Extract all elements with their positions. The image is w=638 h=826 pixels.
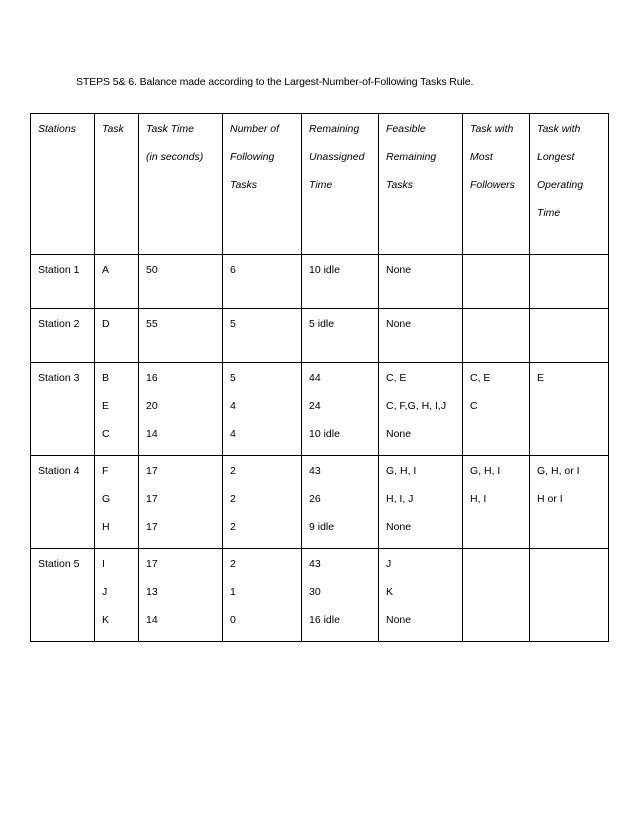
cell-line: 5 [230,318,236,330]
cell-line: 2 [230,558,236,570]
header-line: Remaining [386,151,437,163]
cell-line: 5 [230,372,236,384]
cell-line: H, I [470,493,487,505]
header-line: Task [102,123,124,135]
cell-line: E [537,372,545,384]
cell-line: I [102,558,105,570]
header-task-time [139,114,223,255]
table-cell [379,549,463,642]
cell-line: 50 [146,264,158,276]
cell-line: G, H, or I [537,465,580,477]
cell-line: 16 [146,372,158,384]
header-task [95,114,139,255]
header-feasible-tasks [379,114,463,255]
table-cell [302,549,379,642]
table-cell [223,363,302,456]
cell-line: K [386,586,394,598]
cell-line: 2 [230,521,236,533]
cell-line: None [386,264,412,276]
cell-line: 14 [146,428,158,440]
header-number-following [223,114,302,255]
table-cell [379,363,463,456]
cell-line: Station 2 [38,318,80,330]
table-cell [379,456,463,549]
table-cell [302,363,379,456]
header-line: Task Time [146,123,194,135]
cell-line: 10 idle [309,428,340,440]
cell-line: G, H, I [386,465,417,477]
cell-line: K [102,614,110,626]
table-cell [139,255,223,309]
table-cell [223,309,302,363]
cell-line: 4 [230,400,236,412]
header-stations [31,114,95,255]
cell-line: H or I [537,493,563,505]
table-cell [95,255,139,309]
cell-line: 26 [309,493,321,505]
header-line: Remaining [309,123,360,135]
cell-line: 10 idle [309,264,340,276]
cell-line: C, F,G, H, I,J [386,400,447,412]
cell-line: G [102,493,111,505]
header-line: Longest [537,151,575,163]
balance-table [30,113,609,642]
header-line: Tasks [386,179,414,191]
table-row [31,363,609,456]
table-cell [530,549,609,642]
header-row [31,114,609,255]
cell-line: 5 idle [309,318,335,330]
table-cell [463,309,530,363]
table-cell [223,255,302,309]
table-cell [530,363,609,456]
table-cell [31,456,95,549]
header-line: Feasible [386,123,426,135]
cell-line: C [102,428,110,440]
table-row [31,456,609,549]
table-cell [95,309,139,363]
cell-line: J [102,586,108,598]
table-row [31,309,609,363]
cell-line: 43 [309,465,321,477]
table-cell [139,363,223,456]
header-line: Task with [470,123,514,135]
cell-line: 20 [146,400,158,412]
cell-line: Station 3 [38,372,80,384]
cell-line: None [386,318,412,330]
table-cell [95,363,139,456]
table-cell [95,549,139,642]
cell-line: None [386,521,412,533]
table-cell [223,456,302,549]
cell-line: 4 [230,428,236,440]
cell-line: 0 [230,614,236,626]
cell-line: 16 idle [309,614,340,626]
cell-line: 17 [146,558,158,570]
header-line: Unassigned [309,151,365,163]
cell-line: 17 [146,521,158,533]
page-title: STEPS 5& 6. Balance made according to the Largest-Number-of-Following Tasks Rule. [76,76,474,88]
table-cell [530,309,609,363]
header-line: Tasks [230,179,258,191]
table-cell [302,255,379,309]
cell-line: G, H, I [470,465,501,477]
cell-line: 14 [146,614,158,626]
cell-line: 17 [146,465,158,477]
cell-line: None [386,428,412,440]
cell-line: 30 [309,586,321,598]
header-most-followers [463,114,530,255]
table-cell [31,549,95,642]
header-line: Operating [537,179,584,191]
cell-line: None [386,614,412,626]
table-row [31,255,609,309]
cell-line: 2 [230,465,236,477]
table-cell [139,549,223,642]
header-line: Time [309,179,333,191]
table-cell [463,363,530,456]
cell-line: 43 [309,558,321,570]
cell-line: B [102,372,110,384]
header-line: Time [537,207,561,219]
table-cell [31,309,95,363]
cell-line: J [386,558,392,570]
table-cell [463,549,530,642]
cell-line: A [102,264,110,276]
table-cell [95,456,139,549]
table-cell [302,456,379,549]
cell-line: Station 1 [38,264,80,276]
cell-line: H, I, J [386,493,414,505]
table-cell [530,456,609,549]
table-cell [379,255,463,309]
cell-line: 9 idle [309,521,335,533]
table-cell [463,255,530,309]
table-cell [302,309,379,363]
cell-line: 55 [146,318,158,330]
table-cell [463,456,530,549]
table-cell [139,456,223,549]
cell-line: 17 [146,493,158,505]
cell-line: 6 [230,264,236,276]
cell-line: 1 [230,586,236,598]
cell-line: F [102,465,109,477]
header-remaining-time [302,114,379,255]
header-longest-time [530,114,609,255]
cell-line: Station 5 [38,558,80,570]
header-line: (in seconds) [146,151,204,163]
cell-line: E [102,400,110,412]
cell-line: 2 [230,493,236,505]
cell-line: 44 [309,372,321,384]
cell-line: C, E [386,372,407,384]
header-line: Number of [230,123,280,135]
cell-line: H [102,521,110,533]
table-cell [223,549,302,642]
table-cell [31,255,95,309]
table-cell [530,255,609,309]
cell-line: 13 [146,586,158,598]
cell-line: D [102,318,110,330]
table-cell [31,363,95,456]
header-line: Following [230,151,275,163]
table-cell [379,309,463,363]
cell-line: C, E [470,372,491,384]
table-row [31,549,609,642]
header-line: Followers [470,179,515,191]
header-line: Stations [38,123,76,135]
header-line: Most [470,151,493,163]
cell-line: Station 4 [38,465,80,477]
header-line: Task with [537,123,581,135]
cell-line: 24 [309,400,321,412]
table-cell [139,309,223,363]
cell-line: C [470,400,478,412]
